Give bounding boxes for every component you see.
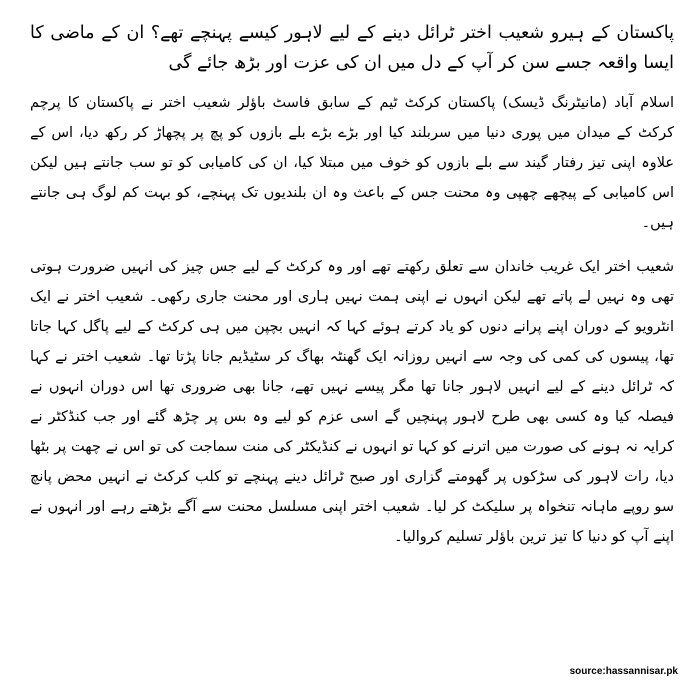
article	[30, 0, 674, 552]
article-paragraph-intro: اسلام آباد (مانیٹرنگ ڈیسک) پاکستان کرکٹ ٹیم کے سابق فاسٹ باؤلر شعیب اختر نے پاکستان کا پرچم کرکٹ کے میدان میں پوری دنیا میں سربلند کیا اور بڑے بڑے بلے بازوں کو پچ پر پچھاڑ کر رکھ دیا، اس کے علاوہ اپنی تیز رفتار گیند سے بلے بازوں کو خوف میں مبتلا کیا، ان کی کامیابی کو تو سب جانتے ہیں لیکن اس کامیابی کے پیچھے چھپی وہ محنت جس کے باعث وہ ان بلندیوں تک پہنچے، کو بہت کم لوگ ہی جانتے ہیں۔	[30, 95, 674, 231]
article-headline: پاکستان کے ہیرو شعیب اختر ٹرائل دینے کے لیے لاہور کیسے پہنچے تھے؟ ان کے ماضی کا ایسا واقعہ جسے سن کر آپ کے دل میں ان کی عزت اور بڑھ جائے گی	[30, 23, 674, 73]
source-credit: source:hassannisar.pk	[569, 666, 678, 677]
article-paragraph-story: شعیب اختر ایک غریب خاندان سے تعلق رکھتے تھے اور وہ کرکٹ کے لیے جس چیز کی انہیں ضرورت ہوتی تھی وہ نہیں لے پاتے تھے لیکن انہوں نے اپنی ہمت نہیں ہاری اور محنت جاری رکھی۔ شعیب اختر نے ایک انٹرویو کے دوران اپنے پرانے دنوں کو یاد کرتے ہوئے کہا کہ انہیں بچپن میں ہی کرکٹ کے لیے پاگل کہا جاتا تھا، پیسوں کی کمی کی وجہ سے انہیں روزانہ ایک گھنٹہ بھاگ کر سٹیڈیم جانا پڑتا تھا۔ شعیب اختر نے کہا کہ ٹرائل دینے کے لیے انہیں لاہور جانا تھا مگر پیسے نہیں تھے، جانا بھی ضروری تھا اس دوران انہوں نے فیصلہ کیا وہ کسی بھی طرح لاہور پہنچیں گے اسی عزم کو لیے وہ بس پر چڑھ گئے اور جب کنڈکٹر نے کرایہ نہ ہونے کی صورت میں اترنے کو کہا تو انہوں نے کنڈیکٹر کی منت سماجت کی تو اس نے چھت پر بٹھا دیا، رات لاہور کی سڑکوں پر گھومتے گزاری اور صبح ٹرائل دینے پہنچے تو کلب کرکٹ نے انہیں محض پانچ سو روپے ماہانہ تنخواہ پر سلیکٹ کر لیا۔ شعیب اختر اپنی مسلسل محنت سے آگے بڑھتے رہے اور انہوں نے اپنے آپ کو دنیا کا تیز ترین باؤلر تسلیم کروالیا۔	[30, 259, 674, 545]
